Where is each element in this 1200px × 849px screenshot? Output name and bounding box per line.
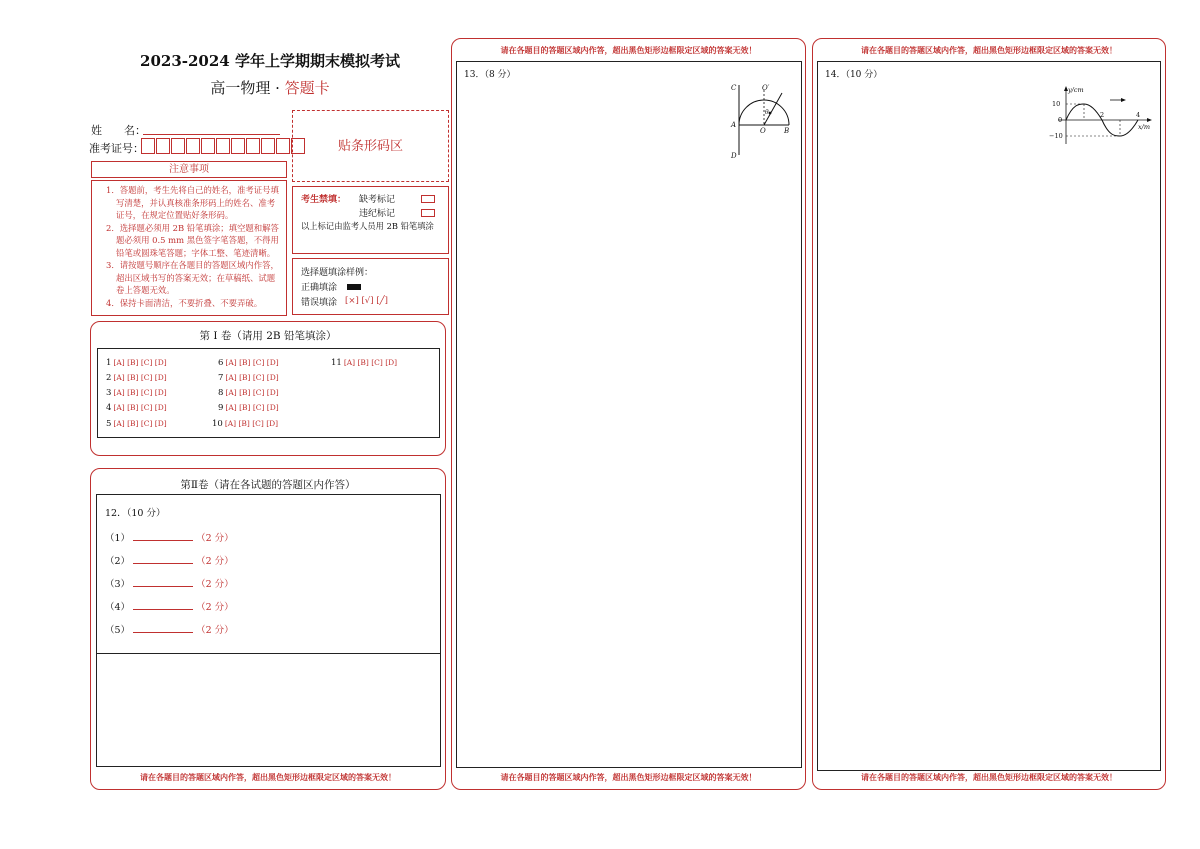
warning-text: 请在各题目的答题区域内作答，超出黑色矩形边框限定区域的答案无效！: [861, 45, 1117, 55]
page-title: 2023-2024 学年上学期期末模拟考试: [140, 52, 400, 70]
answer-blank[interactable]: [133, 531, 193, 541]
correct-fill-sample: [347, 284, 361, 290]
barcode-label: 贴条形码区: [337, 139, 403, 154]
barcode-area: [292, 110, 449, 182]
answer-blank[interactable]: [133, 600, 193, 610]
q14-answer-box[interactable]: [817, 61, 1161, 771]
warning-text: 请在各题目的答题区域内作答，超出黑色矩形边框限定区域的答案无效！: [140, 772, 396, 782]
y-tick-0: 0: [1058, 116, 1063, 124]
name-label: 姓 名：: [91, 124, 146, 137]
forbid-label: 考生禁填：: [301, 195, 347, 205]
q12-answer-box: [96, 494, 441, 767]
label-theta: θ: [765, 109, 769, 116]
id-digit-box[interactable]: [231, 138, 245, 154]
id-digit-box[interactable]: [246, 138, 260, 154]
id-digit-box[interactable]: [186, 138, 200, 154]
y-tick-neg10: −10: [1049, 132, 1063, 140]
part1-answer-grid: [97, 348, 440, 438]
ball: [769, 112, 772, 115]
exam-forbid-box: [292, 186, 449, 254]
id-digit-box[interactable]: [261, 138, 275, 154]
id-digit-box[interactable]: [216, 138, 230, 154]
id-digit-box[interactable]: [276, 138, 290, 154]
absent-label: 缺考标记: [359, 195, 396, 205]
q12-label: 12．（10 分）: [105, 508, 166, 519]
wrong-fill-label: 错误填涂: [301, 298, 338, 308]
notice-heading: 注意事项: [169, 164, 209, 175]
q12-divider: [97, 653, 440, 654]
id-digit-box[interactable]: [156, 138, 170, 154]
y-tick-10: 10: [1052, 100, 1061, 108]
label-o-prime: O′: [762, 84, 770, 92]
notice-item: 4．保持卡面清洁，不要折叠、不要弄破。: [106, 297, 263, 308]
label-d: D: [731, 152, 737, 160]
name-field[interactable]: [143, 122, 280, 135]
notice-box: [91, 180, 287, 316]
mc-question-5[interactable]: 5 [A] [B] [C] [D]: [106, 419, 167, 429]
label-o: O: [760, 127, 766, 135]
q14-label: 14．（10 分）: [825, 70, 883, 80]
violation-label: 违纪标记: [359, 209, 396, 219]
notice-list: [92, 181, 286, 309]
warning-text: 请在各题目的答题区域内作答，超出黑色矩形边框限定区域的答案无效！: [500, 45, 757, 55]
part1-title: 第 I 卷（请用 2B 铅笔填涂）: [199, 330, 337, 342]
label-a: A: [731, 121, 737, 129]
label-b: B: [784, 127, 790, 135]
q13-label: 13．（8 分）: [464, 70, 516, 80]
direction-arrowhead: [1121, 98, 1126, 102]
x-tick-4: 4: [1136, 111, 1141, 119]
notice-item: 2．选择题必须用 2B 铅笔填涂；填空题和解答题必须用 0.5 mm 黑色签字笔答题，不得用铅笔或圆珠笔答题；字体工整、笔迹清晰。: [106, 222, 279, 258]
mc-question-7[interactable]: 7 [A] [B] [C] [D]: [218, 373, 279, 383]
label-c: C: [731, 84, 737, 92]
mc-question-11[interactable]: 11 [A] [B] [C] [D]: [331, 358, 398, 368]
id-digit-box[interactable]: [201, 138, 215, 154]
x-axis-label: x/m: [1138, 123, 1151, 131]
y-axis-label: y/cm: [1068, 86, 1084, 94]
warning-text: 请在各题目的答题区域内作答，超出黑色矩形边框限定区域的答案无效！: [861, 772, 1117, 782]
answer-blank[interactable]: [133, 577, 193, 587]
correct-fill-label: 正确填涂: [301, 283, 338, 293]
mc-question-2[interactable]: 2 [A] [B] [C] [D]: [106, 373, 167, 383]
x-axis-arrow: [1147, 118, 1152, 122]
fill-example-box: [292, 258, 449, 315]
card-type: 答题卡: [284, 79, 330, 97]
mc-question-3[interactable]: 3 [A] [B] [C] [D]: [106, 388, 167, 398]
mc-question-6[interactable]: 6 [A] [B] [C] [D]: [218, 358, 279, 368]
q14-wave-graph: [1046, 84, 1156, 150]
mc-question-1[interactable]: 1 [A] [B] [C] [D]: [106, 358, 167, 368]
answer-blank[interactable]: [133, 623, 193, 633]
q12-item-3: （3） （2 分）: [105, 579, 234, 590]
q12-item-4: （4） （2 分）: [105, 602, 234, 613]
q13-figure: [729, 80, 799, 160]
answer-blank[interactable]: [133, 554, 193, 564]
mc-question-10[interactable]: 10 [A] [B] [C] [D]: [212, 419, 279, 429]
subtitle-separator: ·: [275, 79, 280, 97]
q13-answer-box[interactable]: [456, 61, 802, 768]
id-digit-box[interactable]: [171, 138, 185, 154]
warning-text: 请在各题目的答题区域内作答，超出黑色矩形边框限定区域的答案无效！: [500, 772, 757, 782]
id-number-boxes[interactable]: [141, 138, 306, 154]
violation-mark[interactable]: [421, 209, 435, 217]
notice-item: 3．请按题号顺序在各题目的答题区域内作答，超出区域书写的答案无效；在草稿纸、试题卷上答题无效。: [106, 260, 279, 295]
id-digit-box[interactable]: [141, 138, 155, 154]
part2-title: 第Ⅱ卷（请在各试题的答题区内作答）: [180, 479, 356, 491]
id-label: 准考证号：: [89, 142, 144, 155]
subject: 高一物理: [210, 79, 271, 97]
q12-item-2: （2） （2 分）: [105, 556, 234, 567]
x-tick-2: 2: [1100, 111, 1105, 119]
mc-question-8[interactable]: 8 [A] [B] [C] [D]: [218, 388, 279, 398]
mc-question-4[interactable]: 4 [A] [B] [C] [D]: [106, 403, 167, 413]
wrong-fill-samples: [×] [√] [╱]: [345, 296, 388, 306]
mc-question-9[interactable]: 9 [A] [B] [C] [D]: [218, 403, 279, 413]
q12-item-5: （5） （2 分）: [105, 625, 234, 636]
absent-mark[interactable]: [421, 195, 435, 203]
q12-item-1: （1） （2 分）: [105, 533, 234, 544]
notice-heading-box: [91, 161, 287, 178]
forbid-note: 以上标记由监考人员用 2B 铅笔填涂: [301, 221, 434, 231]
fill-example-heading: 选择题填涂样例：: [301, 268, 374, 278]
notice-item: 1．答题前，考生先将自己的姓名，准考证号填写清楚，并认真核准条形码上的姓名、准考证号，在规定位置贴好条形码。: [106, 185, 279, 220]
